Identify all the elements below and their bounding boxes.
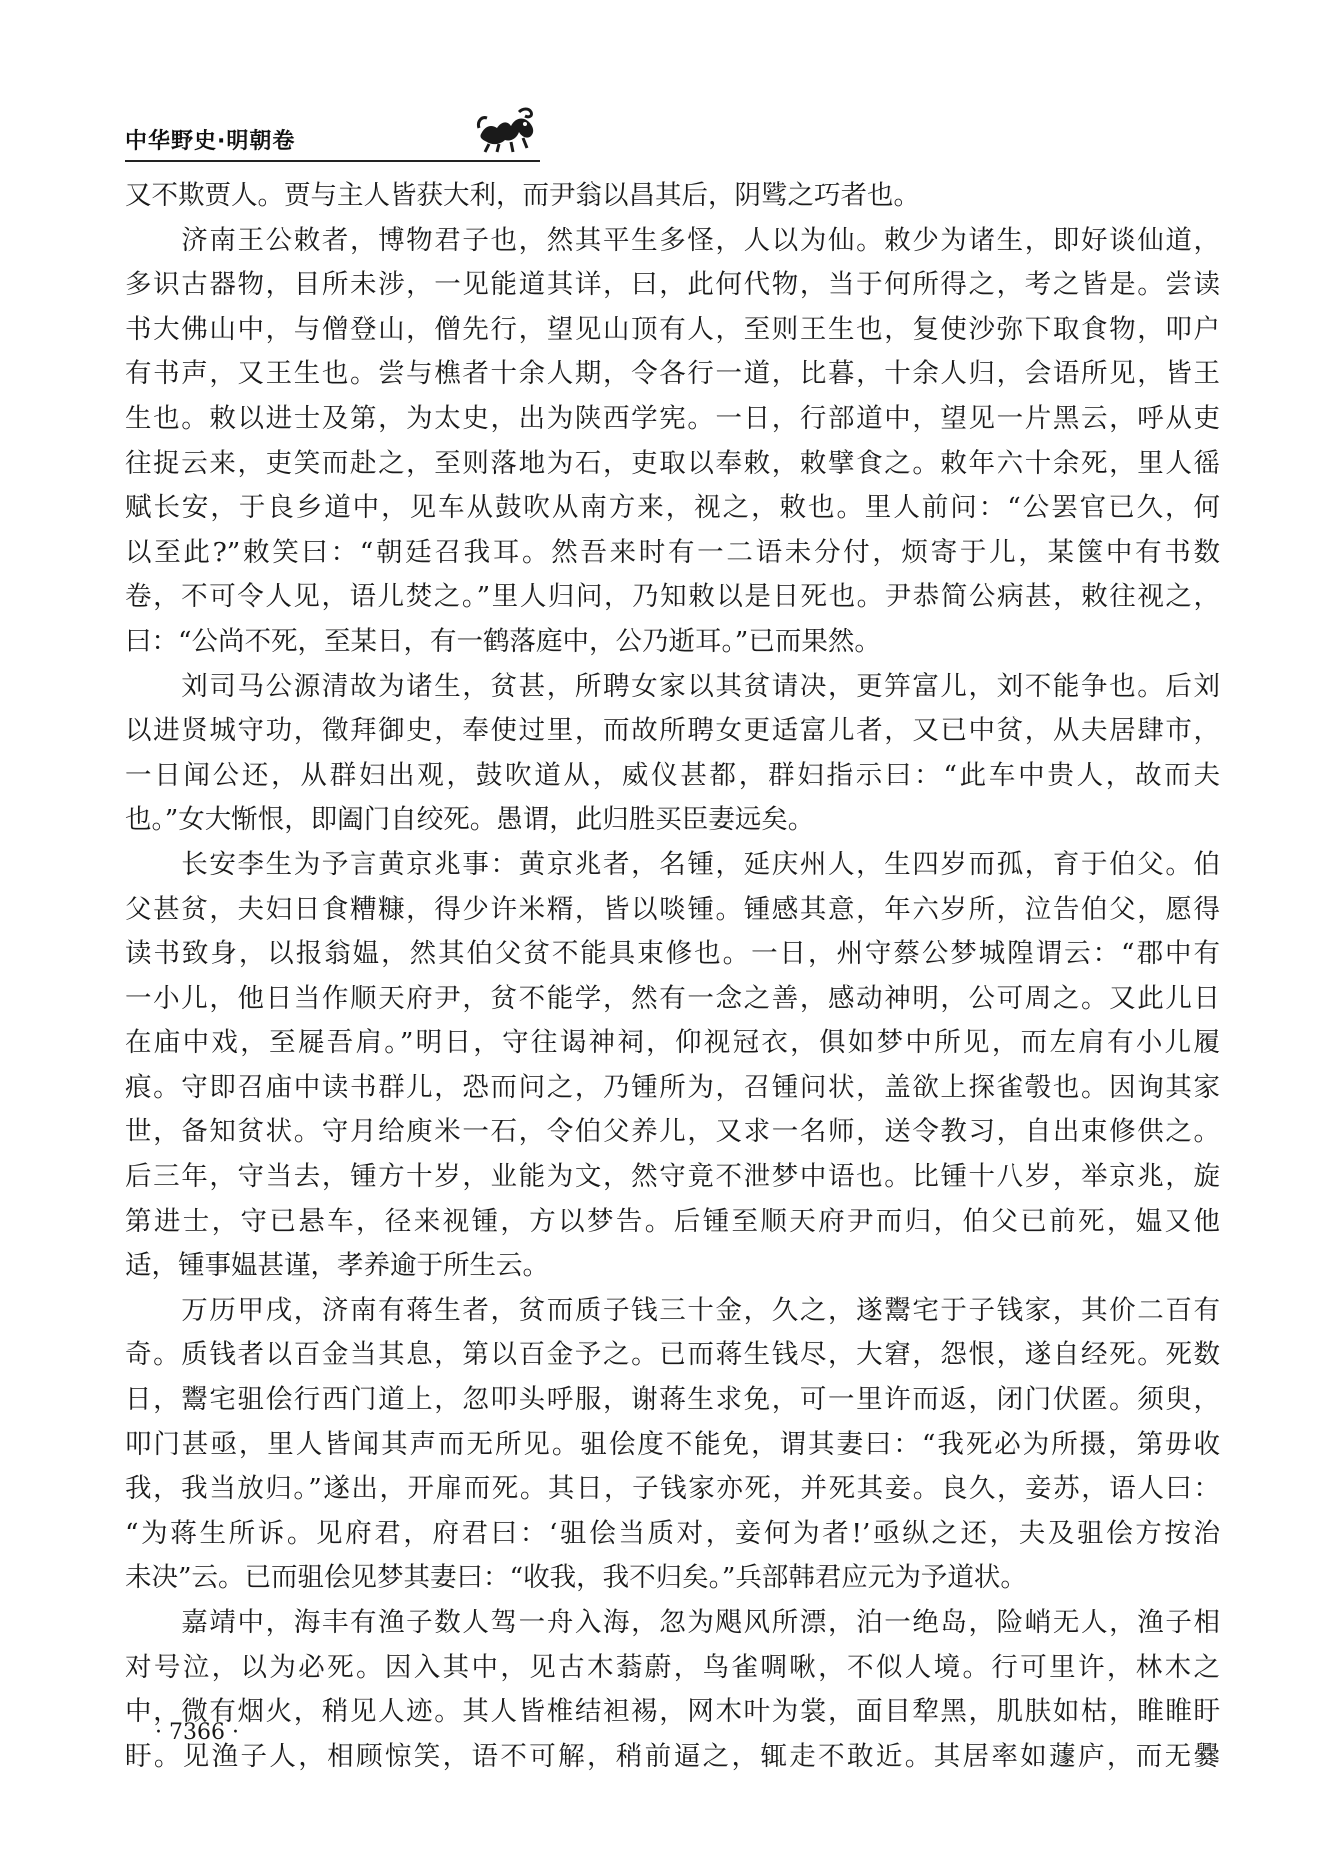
text-line: 嘉靖中，海丰有渔子数人驾一舟入海，忽为飓风所漂，泊一绝岛，险峭无人，渔子相 <box>125 1607 1220 1638</box>
text-line: 生也。敕以进士及第，为太史，出为陕西学宪。一日，行部道中，望见一片黑云，呼从吏 <box>125 402 1220 434</box>
dragon-emblem-icon <box>475 104 539 154</box>
text-line: 世，备知贫状。守月给庾米一石，令伯父养儿，又求一名师，送令教习，自出束修供之。 <box>125 1116 1220 1148</box>
text-line: 卷，不可令人见，语儿焚之。”里人归问，乃知敕以是日死也。尹恭简公病甚，敕往视之， <box>125 581 1220 613</box>
page-number: · 7366 · <box>155 1720 239 1745</box>
text-line: 奇。质钱者以百金当其息，第以百金予之。已而蒋生钱尽，大窘，怨恨，遂自经死。死数 <box>125 1339 1220 1371</box>
text-line: 盱。见渔子人，相顾惊笑，语不可解，稍前逼之，辄走不敢近。其居率如蘧庐，而无爨 <box>125 1740 1220 1772</box>
text-line: 未决”云。已而驵侩见梦其妻曰：“收我，我不归矣。”兵部韩君应元为予道状。 <box>125 1562 1027 1594</box>
text-line: 曰：“公尚不死，至某日，有一鹤落庭中，公乃逝耳。”已而果然。 <box>125 625 881 657</box>
body-text <box>125 174 1220 1779</box>
text-line: 读书致身，以报翁媪，然其伯父贫不能具束修也。一日，州守蔡公梦城隍谓云：“郡中有 <box>125 938 1220 970</box>
text-line: 也。”女大惭恨，即阖门自绞死。愚谓，此归胜买臣妻远矣。 <box>125 804 815 836</box>
text-line: 往捉云来，吏笑而赴之，至则落地为石，吏取以奉敕，敕擘食之。敕年六十余死，里人徭 <box>125 447 1220 479</box>
text-line: 有书声，又王生也。尝与樵者十余人期，令各行一道，比暮，十余人归，会语所见，皆王 <box>125 358 1220 390</box>
text-line: 我，我当放归。”遂出，开扉而死。其日，子钱家亦死，并死其妾。良久，妾苏，语人曰： <box>125 1473 1220 1505</box>
text-line: 多识古器物，目所未涉，一见能道其详，曰，此何代物，当于何所得之，考之皆是。尝读 <box>125 269 1220 301</box>
text-line: 以至此?”敕笑曰：“朝廷召我耳。然吾来时有一二语未分付，烦寄于儿，某箧中有书数 <box>125 536 1220 568</box>
text-line: 适，锺事媪甚谨，孝养逾于所生云。 <box>125 1250 549 1282</box>
text-line: 长安李生为予言黄京兆事：黄京兆者，名锺，延庆州人，生四岁而孤，育于伯父。伯 <box>125 848 1220 880</box>
text-line: 又不欺贾人。贾与主人皆获大利，而尹翁以昌其后，阴骘之巧者也。 <box>125 180 920 211</box>
text-line: 一日闻公还，从群妇出观，鼓吹道从，威仪甚都，群妇指示曰：“此车中贵人，故而夫 <box>125 759 1220 791</box>
text-line: 第进士，守已悬车，径来视锺，方以梦告。后锺至顺天府尹而归，伯父已前死，媪又他 <box>125 1205 1220 1237</box>
text-line: 刘司马公源清故为诸生，贫甚，所聘女家以其贫请决，更笄富儿，刘不能争也。后刘 <box>125 670 1220 702</box>
running-header <box>125 118 540 174</box>
text-line: 赋长安，于良乡道中，见车从鼓吹从南方来，视之，敕也。里人前问：“公罢官已久，何 <box>125 492 1220 524</box>
book-title: 中华野史·明朝卷 <box>125 129 296 154</box>
text-line: 以进贤城守功，徵拜御史，奉使过里，而故所聘女更适富儿者，又已中贫，从夫居肆市， <box>125 715 1220 747</box>
text-line: 后三年，守当去，锺方十岁，业能为文，然守竟不泄梦中语也。比锺十八岁，举京兆，旋 <box>125 1161 1220 1193</box>
text-line: 痕。守即召庙中读书群儿，恐而问之，乃锺所为，召锺问状，盖欲上探雀彀也。因询其家 <box>125 1071 1220 1103</box>
text-line: 在庙中戏，至屣吾肩。”明日，守往谒神祠，仰视冠衣，俱如梦中所见，而左肩有小儿履 <box>125 1027 1220 1059</box>
text-line: 对号泣，以为必死。因入其中，见古木蓊蔚，鸟雀啁啾，不似人境。行可里许，林木之 <box>125 1651 1220 1683</box>
text-line: 万历甲戌，济南有蒋生者，贫而质子钱三十金，久之，遂鬻宅于子钱家，其价二百有 <box>125 1294 1220 1326</box>
text-line: 中，微有烟火，稍见人迹。其人皆椎结袒裼，网木叶为裳，面目犂黑，肌肤如枯，睢睢盱 <box>125 1696 1220 1728</box>
text-line: 叩门甚亟，里人皆闻其声而无所见。驵侩度不能免，谓其妻曰：“我死必为所摄，第毋收 <box>125 1428 1220 1460</box>
header-rule <box>125 160 540 162</box>
text-line: 书大佛山中，与僧登山，僧先行，望见山顶有人，至则王生也，复使沙弥下取食物，叩户 <box>125 313 1220 345</box>
text-line: 父甚贫，夫妇日食糟糠，得少许米糈，皆以啖锺。锺感其意，年六岁所，泣告伯父，愿得 <box>125 893 1220 925</box>
text-line: 一小儿，他日当作顺天府尹，贫不能学，然有一念之善，感动神明，公可周之。又此儿日 <box>125 982 1220 1014</box>
text-line: 济南王公敕者，博物君子也，然其平生多怪，人以为仙。敕少为诸生，即好谈仙道， <box>125 224 1220 256</box>
text-line: 日，鬻宅驵侩行西门道上，忽叩头呼服，谢蒋生求免，可一里许而返，闭门伏匿。须臾， <box>125 1384 1220 1416</box>
text-line: “为蒋生所诉。见府君，府君曰：‘驵侩当质对，妾何为者!’亟纵之还，夫及驵侩方按治 <box>125 1517 1220 1549</box>
